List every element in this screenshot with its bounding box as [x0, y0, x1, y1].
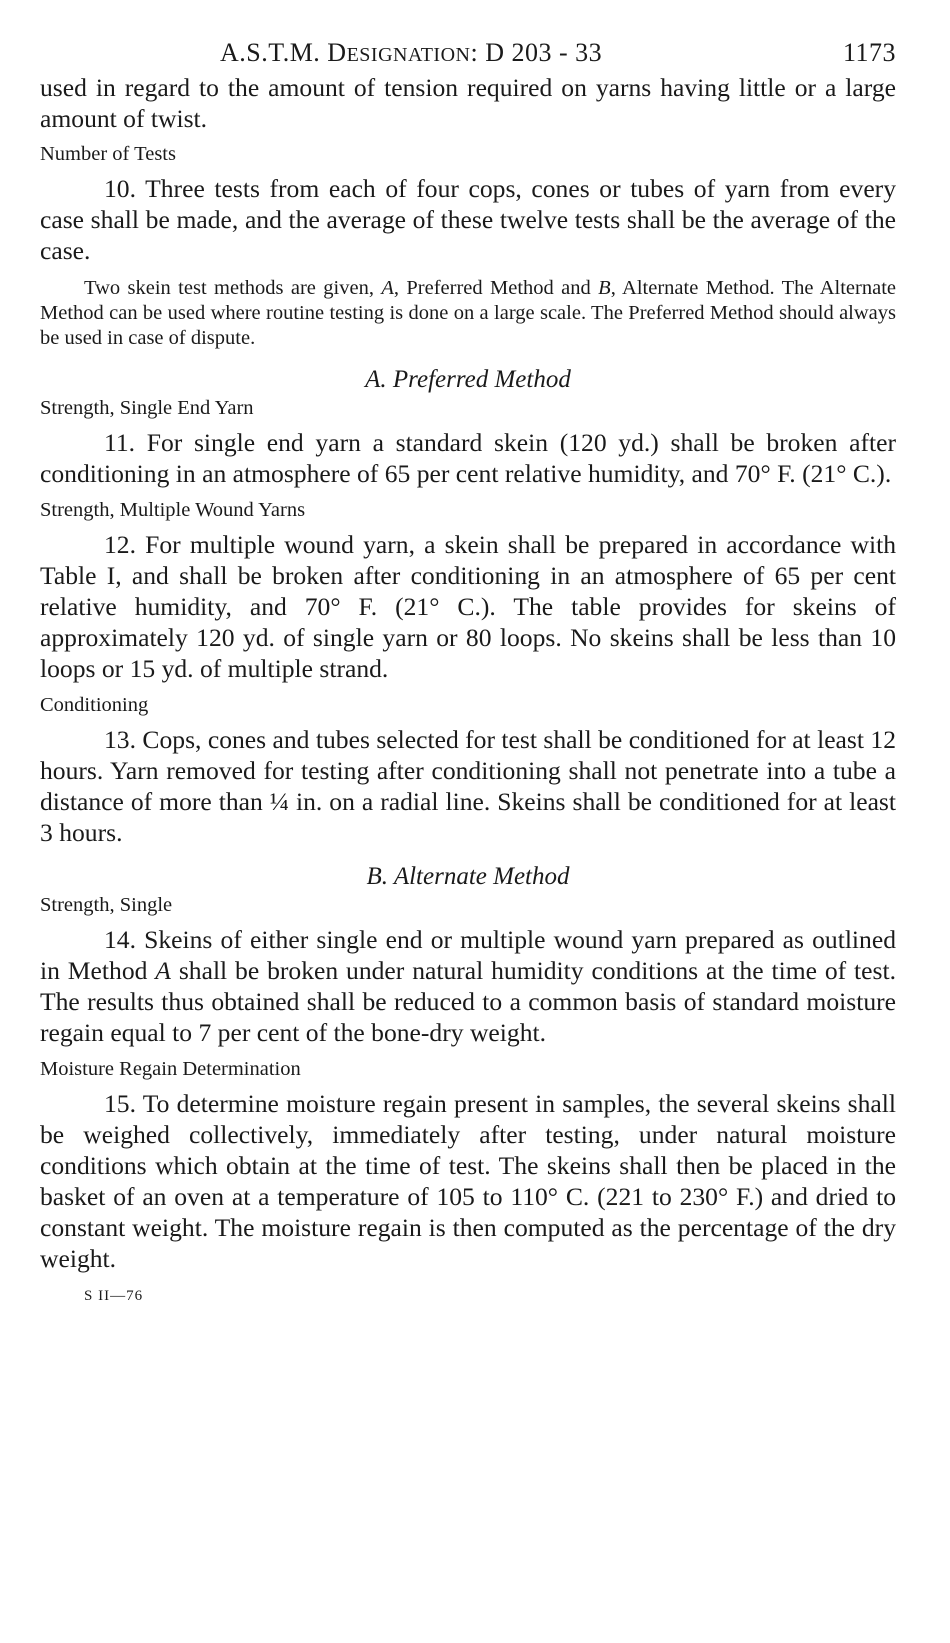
continuation-paragraph: used in regard to the amount of tension required on yarns having little or a large amount of twist. [40, 73, 896, 133]
paragraph-12: 12. For multiple wound yarn, a skein shall be prepared in accordance with Table I, and shall be broken after conditioning in an atmosphere of 65 per cent relative humidity, and 70° F. (21° C.). The table provides for skeins of approximately 120 yd. of single yarn or 80 loops. No skeins shall be less than 10 loops or 15 yd. of multiple strand. [40, 530, 896, 683]
running-header [40, 30, 896, 70]
section-heading-single-end-yarn: Strength, Single End Yarn [40, 397, 254, 419]
paragraph-15: 15. To determine moisture regain present in samples, the several skeins shall be weighed collectively, immediately after testing, under natural moisture conditions which obtain at the time of test. The skeins shall then be placed in the basket of an oven at a temperature of 105 to 110° C. (221 to 230° F.) and dried to constant weight. The moisture regain is then computed as the percentage of the dry weight. [40, 1089, 896, 1273]
footer-code: S II—76 [84, 1288, 144, 1304]
paragraph-13: 13. Cops, cones and tubes selected for test shall be conditioned for at least 12 hours. Yarn removed for testing after conditioning shall not penetrate into a tube a distance of more than ¼ in. on a radial line. Skeins shall be conditioned for at least 3 hours. [40, 725, 896, 847]
methods-note: Two skein test methods are given, A, Preferred Method and B, Alternate Method. The Alternate Method can be used where routine testing is done on a large scale. The Preferred Method should always be used in case of dispute. [40, 277, 896, 349]
page-number: 1173 [842, 38, 896, 67]
section-heading-moisture-regain: Moisture Regain Determination [40, 1058, 301, 1080]
paragraph-11: 11. For single end yarn a standard skein (120 yd.) shall be broken after conditioning in an atmosphere of 65 per cent relative humidity, and 70° F. (21° C.). [40, 428, 896, 488]
document-page [40, 30, 896, 1305]
section-title-preferred-method: A. Preferred Method [365, 366, 571, 393]
section-heading-multiple-wound-yarns: Strength, Multiple Wound Yarns [40, 499, 306, 521]
section-title-alternate-method: B. Alternate Method [366, 863, 570, 890]
section-heading-strength-single: Strength, Single [40, 894, 173, 916]
section-heading-conditioning: Conditioning [40, 694, 149, 716]
designation-title: A.S.T.M. DESIGNATION: D 203 - 33 [220, 38, 603, 67]
section-heading-number-of-tests: Number of Tests [40, 143, 176, 165]
paragraph-14: 14. Skeins of either single end or multiple wound yarn prepared as outlined in Method A shall be broken under natural humidity conditions at the time of test. The results thus obtained shall be reduced to a common basis of standard moisture regain equal to 7 per cent of the bone-dry weight. [40, 925, 896, 1047]
paragraph-10: 10. Three tests from each of four cops, cones or tubes of yarn from every case shall be made, and the average of these twelve tests shall be the average of the case. [40, 174, 896, 265]
